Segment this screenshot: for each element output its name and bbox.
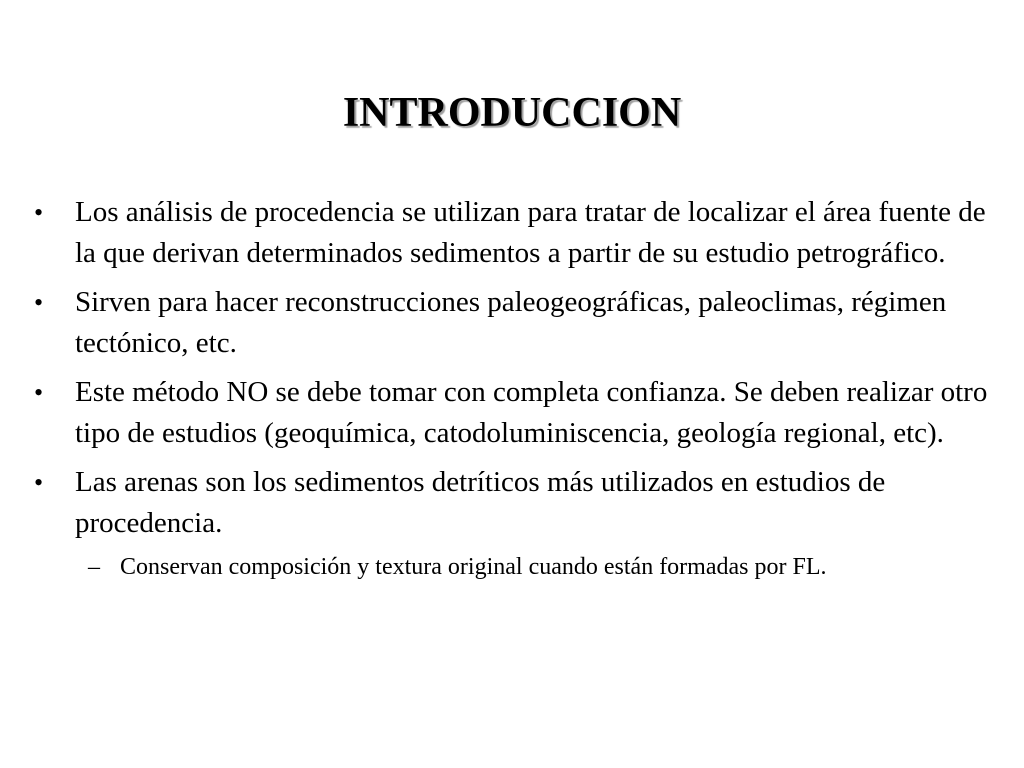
bullet-item — [34, 462, 1004, 544]
bullet-marker: • — [34, 378, 44, 407]
bullet-item — [34, 372, 1004, 454]
sub-bullet-item — [34, 550, 1004, 584]
bullet-text: Los análisis de procedencia se utilizan para tratar de localizar el área fuente de la que derivan determinados sedimentos a partir de su estudio petrográfico. — [75, 196, 986, 269]
sub-bullet-marker: – — [88, 554, 100, 580]
bullet-text: Este método NO se debe tomar con completa confianza. Se deben realizar otro tipo de estudios (geoquímica, catodoluminiscencia, geología regional, etc). — [75, 376, 988, 449]
slide-title: INTRODUCCION — [342, 90, 682, 136]
bullet-marker: • — [34, 288, 44, 317]
bullet-text: Sirven para hacer reconstrucciones paleogeográficas, paleoclimas, régimen tectónico, etc. — [75, 286, 947, 359]
bullet-item — [34, 282, 1004, 364]
bullet-list — [34, 192, 1004, 584]
bullet-marker: • — [34, 468, 44, 497]
bullet-item — [34, 192, 1004, 274]
bullet-text: Las arenas son los sedimentos detríticos más utilizados en estudios de procedencia. — [75, 466, 886, 539]
bullet-marker: • — [34, 198, 44, 227]
sub-bullet-text: Conservan composición y textura original cuando están formadas por FL. — [120, 554, 827, 580]
